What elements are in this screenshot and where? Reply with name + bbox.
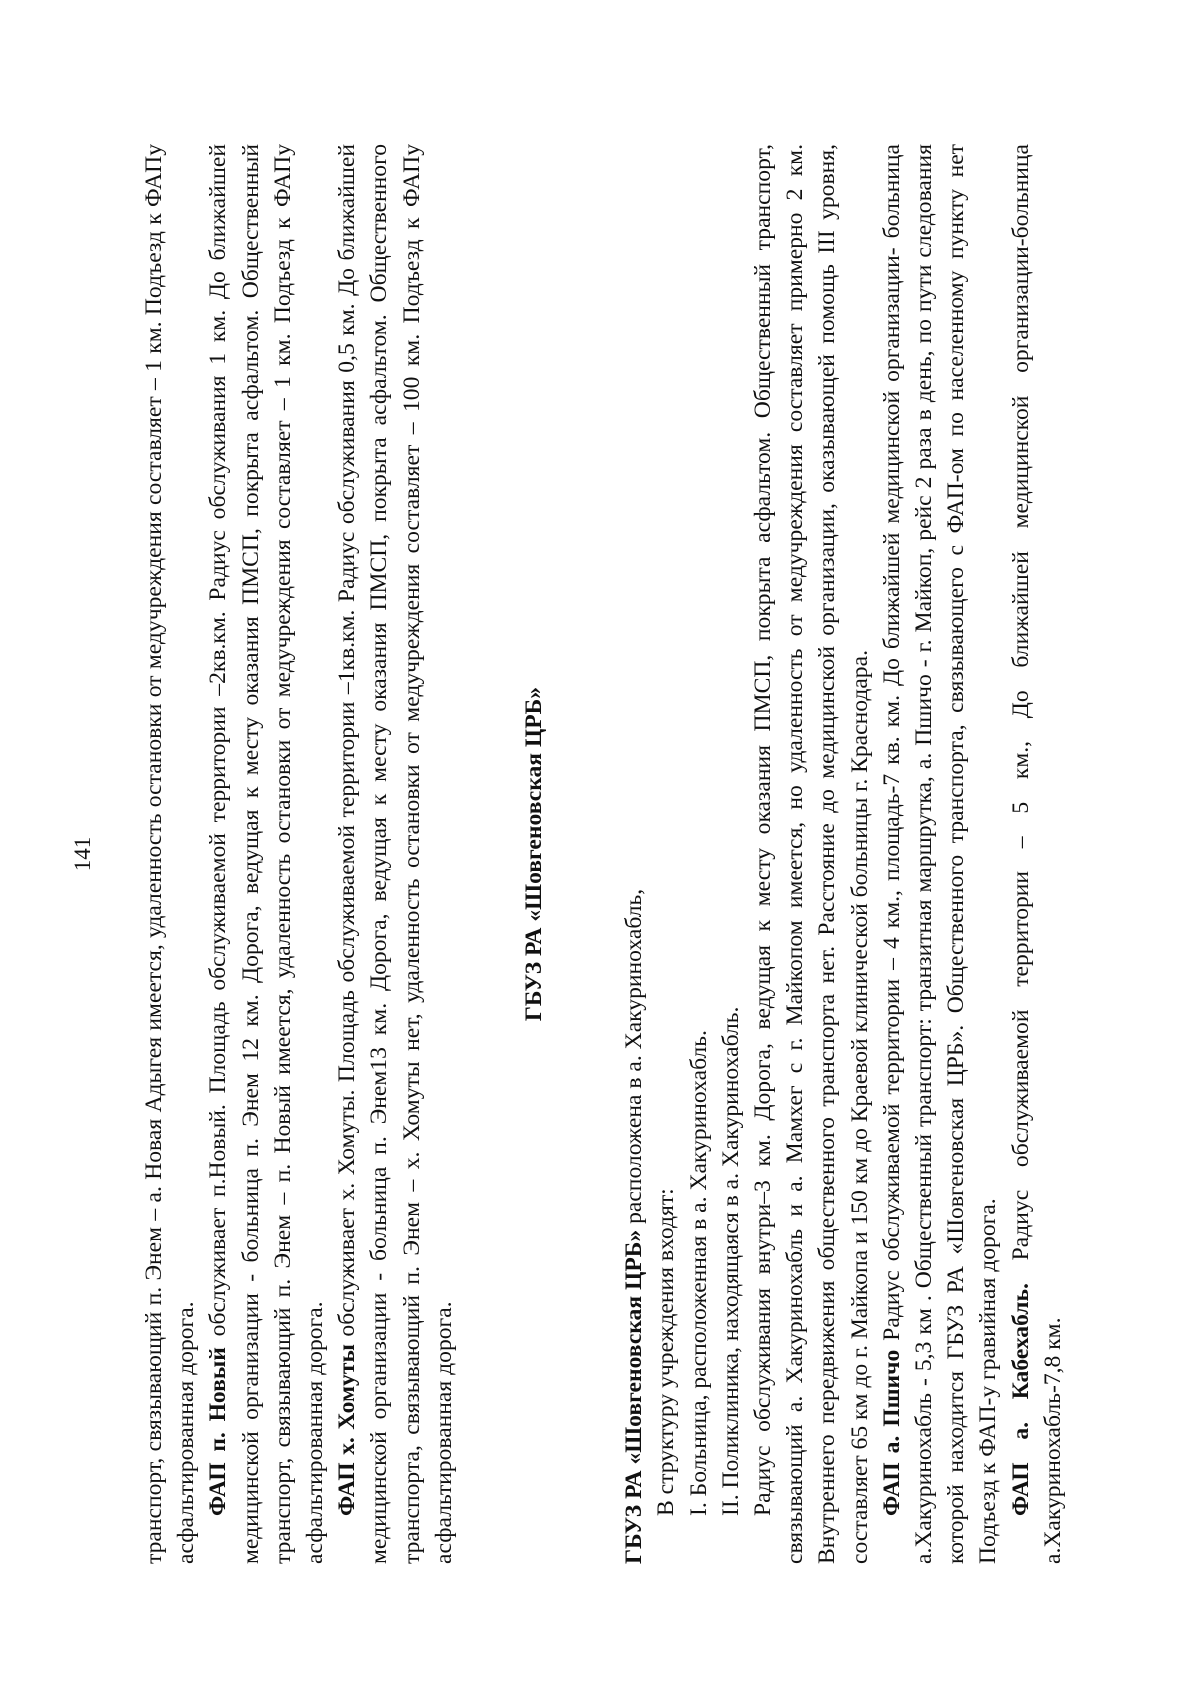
section-title: ГБУЗ РА «Шовгеновская ЦРБ» (521, 686, 548, 1022)
structure-item: I. Больница, расположенная в а. Хакуринохабль. (685, 1030, 712, 1516)
structure-heading: В структуру учреждения входят: (653, 1188, 680, 1516)
structure-item: II. Поликлиника, находящаяся в а. Хакуринохабль. (717, 1006, 744, 1516)
paragraph-lead: ФАП а. Кабехабль. (1007, 1283, 1034, 1516)
paragraph-text: Радиус обслуживаемой территории – 4 км., площадь-7 кв. км. До ближайшей медицинской организации- больница а.Хакуринохабль - 5,3 км . Общественный транспорт: транзитная маршрутка, а. Пшичо - г. Майкоп, рейс 2 раза в день, по пути следования которой находится ГБУЗ РА «Шовгеновская ЦРБ». Общественного транспорта, связывающего с ФАП-ом по населенному пункту нет Подъезд к ФАП-у гравийная дорога. (878, 143, 1002, 1564)
paragraph-text: обслуживает п.Новый. Площадь обслуживаемой территории –2кв.км. Радиус обслуживания 1 км. До ближайшей медицинской организации - больница п. Энем 12 км. Дорога, ведущая к месту оказания ПМСП, покрыта асфальтом. Общественный транспорт, связывающий п. Энем – п. Новый имеется, удаленность остановки от медучреждения составляет – 1 км. Подъезд к ФАПу асфальтированная дорога. (205, 144, 329, 1564)
paragraph-radius (747, 144, 876, 1564)
paragraph-lead: ФАП х. Хомуты (334, 1344, 361, 1516)
paragraph-lead: ФАП п. Новый (205, 1347, 232, 1516)
page-number: 141 (70, 836, 95, 872)
paragraph-fap-pshicho (876, 144, 1005, 1564)
paragraph-fap-khomuty (331, 144, 460, 1564)
paragraph-text: Радиус обслуживания внутри–3 км. Дорога, ведущая к месту оказания ПМСП, покрыта асфальтом. Общественный транспорт, связывающий а. Хакуринохабль и а. Мамхег с г. Майкопом имеется, но удаленность от медучреждения составляет примерно 2 км. Внутреннего передвижения общественного транспорта нет. Расстояние до медицинской организации, оказывающей помощь III уровня, составляет 65 км до г. Майкопа и 150 км до Краевой клинической больницы г. Краснодара. (750, 144, 873, 1564)
paragraph-fap-novy (202, 144, 331, 1564)
paragraph-text: обслуживает х. Хомуты. Площадь обслуживаемой территории –1кв.км. Радиус обслуживания 0,5 км. До ближайшей медицинской организации - больница п. Энем13 км. Дорога, ведущая к месту оказания ПМСП, покрыта асфальтом. Общественного транспорта, связывающий п. Энем – х. Хомуты нет, удаленность остановки от медучреждения составляет – 100 км. Подъезд к ФАПу асфальтированная дорога. (334, 144, 457, 1564)
paragraph-text: Радиус обслуживаемой территории – 5 км., До ближайшей медицинской организации-больница а.Хакуринохабль-7,8 км. (1007, 143, 1066, 1564)
document-body (138, 144, 1069, 1564)
paragraph-intro (618, 144, 650, 1564)
paragraph-lead: ФАП а. Пшичо (878, 1349, 905, 1516)
paragraph-lead: ГБУЗ РА «Шовгеновская ЦРБ» (621, 1229, 648, 1564)
paragraph-continuation (138, 144, 202, 1564)
paragraph-fap-kabekhabl (1005, 144, 1069, 1564)
paragraph-text: транспорт, связывающий п. Энем – а. Новая Адыгея имеется, удаленность остановки от медучреждения составляет – 1 км. Подъезд к ФАПу асфальтированная дорога. (141, 144, 200, 1564)
paragraph-text: расположена в а. Хакуринохабль, (621, 888, 648, 1230)
